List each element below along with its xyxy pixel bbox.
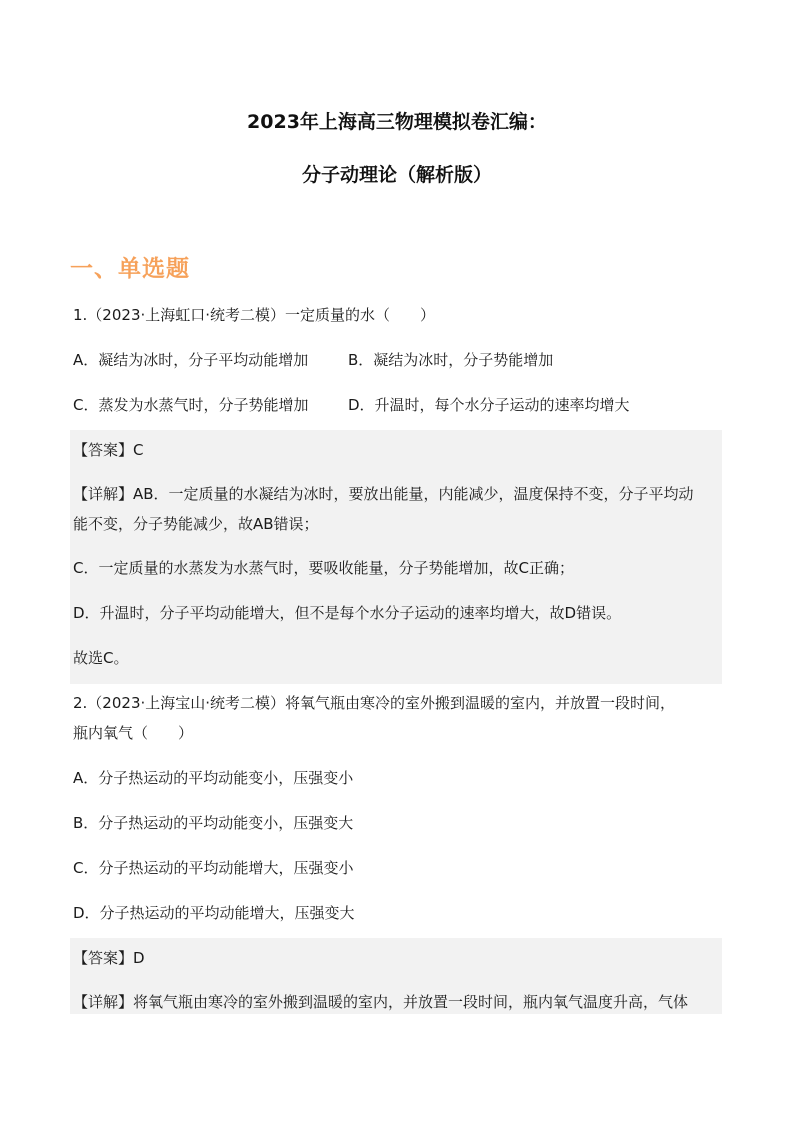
question-1-options-cd bbox=[73, 394, 723, 415]
document-title: 2023年上海高三物理模拟卷汇编： bbox=[247, 111, 547, 133]
section-heading: 一、单选题 bbox=[70, 255, 190, 282]
question-1-option-a: A．凝结为冰时，分子平均动能增加 bbox=[73, 351, 309, 369]
question-1-answer: 【答案】C bbox=[73, 441, 144, 459]
question-2-option-b: B．分子热运动的平均动能变小，压强变大 bbox=[73, 814, 354, 832]
question-1-detail-line: 能不变，分子势能减少，故AB错误； bbox=[73, 515, 319, 533]
question-1-stem: 1.（2023·上海虹口·统考二模）一定质量的水（ ） bbox=[73, 306, 436, 324]
question-2-answer: 【答案】D bbox=[73, 949, 145, 967]
question-1-detail-line: D．升温时，分子平均动能增大，但不是每个水分子运动的速率均增大，故D错误。 bbox=[73, 604, 622, 622]
question-1-conclusion: 故选C。 bbox=[73, 649, 129, 667]
question-2-option-d: D．分子热运动的平均动能增大，压强变大 bbox=[73, 904, 355, 922]
question-2-solution-box bbox=[70, 938, 722, 1014]
question-2-option-c: C．分子热运动的平均动能增大，压强变小 bbox=[73, 859, 354, 877]
question-1-option-c: C．蒸发为水蒸气时，分子势能增加 bbox=[73, 396, 309, 414]
question-1-options-ab bbox=[73, 349, 723, 370]
question-1-option-d: D．升温时，每个水分子运动的速率均增大 bbox=[348, 396, 630, 414]
question-2-stem-line: 瓶内氧气（ ） bbox=[73, 724, 194, 742]
question-2-stem-line: 2.（2023·上海宝山·统考二模）将氧气瓶由寒冷的室外搬到温暖的室内，并放置一段时间， bbox=[73, 694, 676, 712]
question-2-option-a: A．分子热运动的平均动能变小，压强变小 bbox=[73, 769, 354, 787]
document-subtitle: 分子动理论（解析版） bbox=[301, 164, 492, 186]
question-1-detail-line: 【详解】AB．一定质量的水凝结为冰时，要放出能量，内能减少，温度保持不变，分子平均动 bbox=[73, 485, 694, 503]
question-1-solution-box bbox=[70, 430, 722, 684]
question-1-option-b: B．凝结为冰时，分子势能增加 bbox=[348, 351, 554, 369]
question-2-detail-line: 【详解】将氧气瓶由寒冷的室外搬到温暖的室内，并放置一段时间，瓶内氧气温度升高，气体 bbox=[73, 993, 689, 1011]
question-1-detail-line: C．一定质量的水蒸发为水蒸气时，要吸收能量，分子势能增加，故C正确； bbox=[73, 559, 574, 577]
